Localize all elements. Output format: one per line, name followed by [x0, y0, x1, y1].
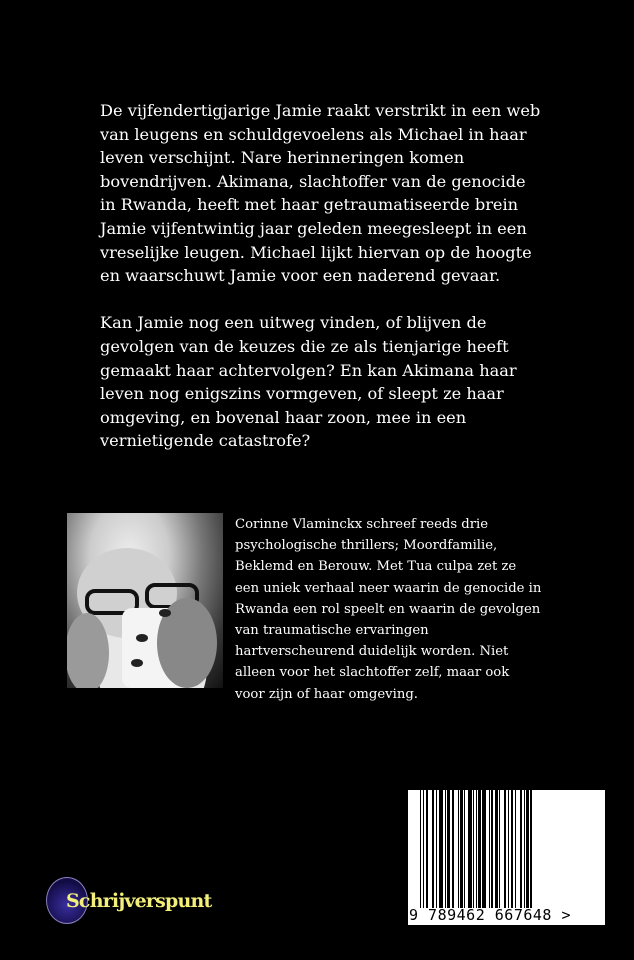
text-line: hartverscheurend duidelijk worden. Niet: [235, 644, 509, 660]
blurb-paragraph: [100, 99, 620, 288]
text-line: omgeving, en bovenal haar zoon, mee in een: [100, 407, 467, 427]
author-bio: [235, 514, 625, 705]
text-line: vreselijke leugen. Michael lijkt hiervan op de hoogte: [100, 242, 532, 262]
publisher-name: Schrijverspunt: [66, 889, 212, 912]
back-cover-blurb: [100, 99, 620, 477]
text-line: voor zijn of haar omgeving.: [235, 686, 418, 702]
publisher-logo: [46, 877, 212, 924]
barcode-bar: [532, 790, 533, 908]
text-line: Corinne Vlaminckx schreef reeds drie: [235, 517, 489, 532]
text-line: gemaakt haar achtervolgen? En kan Akimana haar: [100, 360, 517, 380]
text-line: leven nog enigszins vormgeven, of sleept ze haar: [100, 384, 504, 404]
text-line: gevolgen van de keuzes die ze als tienjarige heeft: [100, 336, 509, 356]
text-line: bovendrijven. Akimana, slachtoffer van de genocide: [100, 171, 526, 191]
blurb-paragraph: [100, 311, 620, 453]
text-line: Rwanda een rol speelt en waarin de gevolgen: [235, 601, 541, 617]
text-line: van traumatische ervaringen: [235, 623, 429, 639]
barcode-bars: [420, 790, 593, 908]
isbn-digits: 9 789462 667648 >: [409, 906, 572, 924]
text-line: leven verschijnt. Nare herinneringen komen: [100, 148, 465, 168]
text-line: van leugens en schuldgevoelens als Michael in haar: [100, 124, 527, 144]
text-line: Kan Jamie nog een uitweg vinden, of blijven de: [100, 313, 487, 333]
text-line: alleen voor het slachtoffer zelf, maar ook: [235, 665, 510, 681]
text-line: in Rwanda, heeft met haar getraumatiseerde brein: [100, 195, 519, 215]
text-line: Jamie vijfentwintig jaar geleden meegesleept in een: [100, 218, 527, 238]
text-line: en waarschuwt Jamie voor een naderend gevaar.: [100, 266, 501, 286]
text-line: psychologische thrillers; Moordfamilie,: [235, 538, 498, 554]
text-line: een uniek verhaal neer waarin de genocide in: [235, 580, 542, 596]
isbn-barcode: [408, 790, 605, 925]
text-line: Beklemd en Berouw. Met Tua culpa zet ze: [235, 559, 517, 575]
author-photo: [67, 513, 223, 688]
text-line: vernietigende catastrofe?: [100, 431, 311, 451]
text-line: De vijfendertigjarige Jamie raakt verstrikt in een web: [100, 101, 541, 120]
